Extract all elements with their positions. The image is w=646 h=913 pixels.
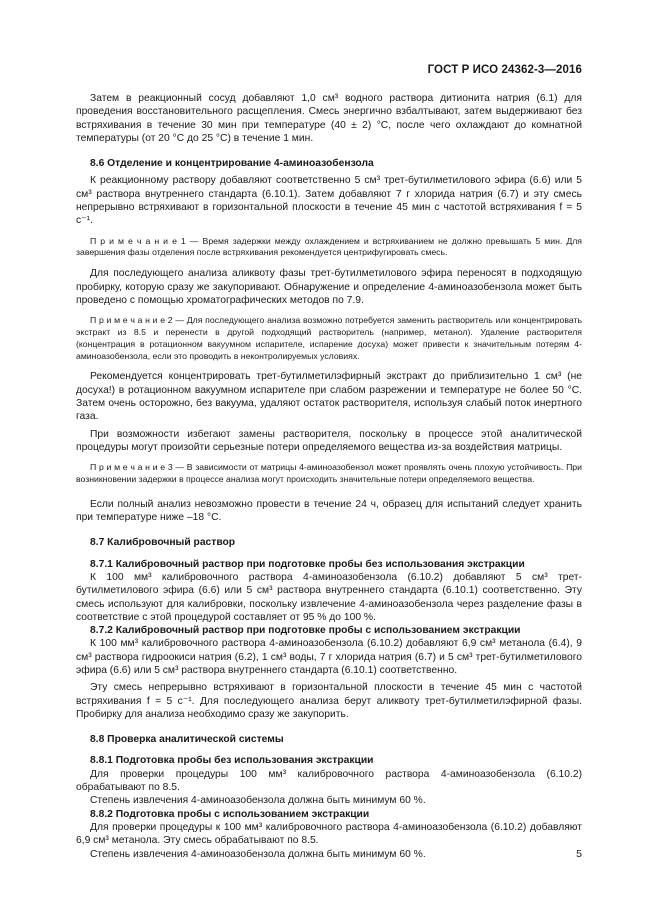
section-8-6-title: 8.6 Отделение и концентрирование 4-аминоазобензола <box>90 158 374 170</box>
note-2: П р и м е ч а н и е 2 — Для последующего анализа возможно потребуется заменить растворитель или концентрировать экстракт из 8.5 и перенести в другой подходящий растворитель (например, метанол). Удаление растворителя (концентрация в ротационном вакуумном испарителе, испарение досуха) может привести к значительным потерям 4-аминоазобензола, если это проводить в неконтролируемых условиях. <box>76 315 582 361</box>
section-8-6-paragraph-3: Рекомендуется концентрировать трет-бутилметилэфирный экстракт до приблизительно 1 см³ (не досуха!) в ротационном вакуумном испарителе при слабом разрежении и температуре не более 50 °С. Затем очень осторожно, без вакуума, удаляют остаток растворителя, используя слабый поток инертного газа. <box>76 371 582 423</box>
section-8-6-paragraph-4: При возможности избегают замены растворителя, поскольку в процессе этой аналитической процедуры могут произойти серьезные потери определяемого вещества из-за воздействия матрицы. <box>76 428 582 453</box>
section-8-6-paragraph-1: К реакционному раствору добавляют соответственно 5 см³ трет-бутилметилового эфира (6.6) или 5 см³ раствора внутреннего стандарта (6.10.1). Затем добавляют 7 г хлорида натрия (6.7) и эту смесь непрерывно встряхивают в горизонтальной плоскости в течение 45 мин с частотой встряхивания f = 5 с⁻¹. <box>76 175 582 227</box>
section-8-7-2-title: 8.7.2 Калибровочный раствор при подготовке пробы с использованием экстракции <box>90 625 521 637</box>
note-3: П р и м е ч а н и е 3 — В зависимости от матрицы 4-аминоазобензол может проявлять очень плохую устойчивость. При возникновении задержки в процессе анализа могут происходить значительные потери определяемого вещества. <box>76 462 582 484</box>
section-8-8-2-title: 8.8.2 Подготовка пробы с использованием экстракции <box>90 808 370 820</box>
page-content <box>76 92 582 861</box>
section-8-6-paragraph-2: Для последующего анализа аликвоту фазы трет-бутилметилового эфира переносят в подходящую пробирку, которую сразу же закупоривают. Обнаружение и определение 4-аминоазобензола может быть проведено с помощью хроматографических методов по 7.9. <box>76 268 582 306</box>
section-8-8-1-title: 8.8.1 Подготовка пробы без использования экстракции <box>90 755 374 767</box>
section-8-8-2-paragraph-1: Для проверки процедуры к 100 мм³ калибровочного раствора 4-аминоазобензола (6.10.2) добавляют 6,9 см³ метанола. Эту смесь обрабатывают по 8.5. <box>76 821 582 847</box>
section-8-7-1-title: 8.7.1 Калибровочный раствор при подготовке пробы без использования экстракции <box>90 558 525 570</box>
section-8-8-1-paragraph-1: Для проверки процедуры 100 мм³ калибровочного раствора 4-аминоазобензола (6.10.2) обрабатывают по 8.5. <box>76 768 582 794</box>
section-8-8-1-paragraph-2: Степень извлечения 4-аминоазобензола должна быть минимум 60 %. <box>90 795 426 807</box>
section-8-7-title: 8.7 Калибровочный раствор <box>90 537 236 549</box>
paragraph-intro: Затем в реакционный сосуд добавляют 1,0 см³ водного раствора дитионита натрия (6.1) для проведения восстановительного расщепления. Смесь энергично взбалтывают, затем выдерживают без встряхивания в течение 30 мин при температуре (40 ± 2) °С, после чего охлаждают до комнатной температуры (от 20 °С до 25 °С) в течение 1 мин. <box>76 93 582 144</box>
page-number: 5 <box>576 848 582 860</box>
section-8-6-paragraph-5: Если полный анализ невозможно провести в течение 24 ч, образец для испытаний следует хранить при температуре ниже –18 °С. <box>76 498 582 524</box>
section-8-7-2-paragraph-1: К 100 мм³ калибровочного раствора 4-аминоазобензола (6.10.2) добавляют 6,9 см³ метанола (6.4), 9 см³ раствора гидроокиси натрия (6.2), 1 см³ воды, 7 г хлорида натрия (6.7) и 5 см³ трет-бутилметилового эфира (6.6) или 5 см³ раствора внутреннего стандарта (6.10.1) соответственно. <box>76 638 582 676</box>
document-code-header: ГОСТ Р ИСО 24362-3—2016 <box>427 64 582 76</box>
note-1: П р и м е ч а н и е 1 — Время задержки между охлаждением и встряхиванием не должно превышать 5 мин. Для завершения фазы отделения после встряхивания рекомендуется центрифугировать смесь. <box>76 235 582 258</box>
section-8-8-2-paragraph-2: Степень извлечения 4-аминоазобензола должна быть минимум 60 %. <box>90 848 426 860</box>
section-8-8-title: 8.8 Проверка аналитической системы <box>90 734 284 746</box>
section-8-7-1-paragraph: К 100 мм³ калибровочного раствора 4-аминоазобензола (6.10.2) добавляют 5 см³ трет-бутилметилового эфира (6.6) или 5 см³ раствора внутреннего стандарта (6.10.1) соответственно. Эту смесь используют для калибровки, поскольку извлечение 4-аминоазобензола через разделение фазы в соответствие с этой процедурой составляет от 95 % до 100 %. <box>76 571 582 623</box>
section-8-7-2-paragraph-2: Эту смесь непрерывно встряхивают в горизонтальной плоскости в течение 45 мин с частотой встряхивания f = 5 с⁻¹. Для последующего анализа берут аликвоту трет-бутилметилэфирной фазы. Пробирку для анализа необходимо сразу же закупорить. <box>76 682 582 720</box>
